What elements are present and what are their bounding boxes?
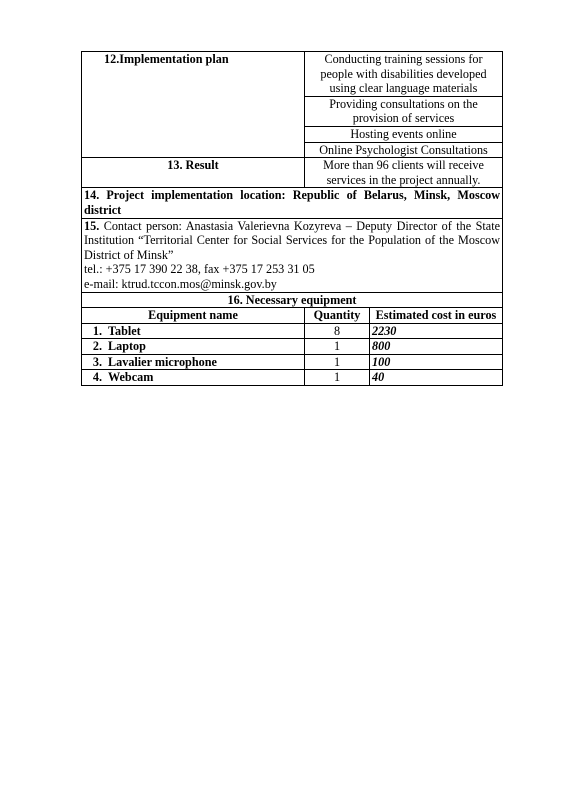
equipment-quantity: 1	[305, 370, 370, 386]
equipment-row	[82, 370, 503, 386]
equipment-name: 3. Lavalier microphone	[82, 354, 305, 370]
plan-item: Conducting training sessions for people with disabilities developed using clear language materials	[305, 52, 503, 97]
equipment-name: 4. Webcam	[82, 370, 305, 386]
location-row	[82, 188, 503, 218]
equipment-row	[82, 339, 503, 355]
equipment-header-row	[82, 308, 503, 324]
result-row	[82, 158, 503, 188]
equipment-cost: 2230	[370, 323, 503, 339]
equipment-name: 1. Tablet	[82, 323, 305, 339]
equipment-cost: 100	[370, 354, 503, 370]
equipment-title: 16. Necessary equipment	[82, 292, 503, 308]
equipment-cost: 40	[370, 370, 503, 386]
plan-item: Online Psychologist Consultations	[305, 142, 503, 158]
header-cost: Estimated cost in euros	[370, 308, 503, 324]
equipment-title-row	[82, 292, 503, 308]
contact-cell	[82, 218, 503, 292]
plan-row	[82, 52, 503, 97]
equipment-name: 2. Laptop	[82, 339, 305, 355]
contact-phone: tel.: +375 17 390 22 38, fax +375 17 253 31 05	[84, 262, 315, 277]
equipment-row	[82, 354, 503, 370]
result-text: More than 96 clients will receive services in the project annually.	[305, 158, 503, 188]
equipment-quantity: 1	[305, 354, 370, 370]
plan-label: 12.Implementation plan	[82, 52, 305, 158]
equipment-quantity: 8	[305, 323, 370, 339]
project-table	[81, 51, 503, 386]
header-quantity: Quantity	[305, 308, 370, 324]
equipment-quantity: 1	[305, 339, 370, 355]
header-equipment-name: Equipment name	[82, 308, 305, 324]
plan-item: Providing consultations on the provision of services	[305, 96, 503, 126]
equipment-row	[82, 323, 503, 339]
contact-person: Contact person: Anastasia Valerievna Kozyreva – Deputy Director of the State Institution “Territorial Center for Social Services for the Population of the Moscow District of Minsk”	[84, 218, 500, 262]
contact-number: 15.	[84, 218, 100, 233]
equipment-cost: 800	[370, 339, 503, 355]
contact-email: e-mail: ktrud.tccon.mos@minsk.gov.by	[84, 276, 277, 291]
document-page	[81, 51, 502, 386]
plan-item: Hosting events online	[305, 126, 503, 142]
location-text: 14. Project implementation location: Republic of Belarus, Minsk, Moscow district	[82, 188, 503, 218]
contact-row	[82, 218, 503, 292]
result-label: 13. Result	[82, 158, 305, 188]
